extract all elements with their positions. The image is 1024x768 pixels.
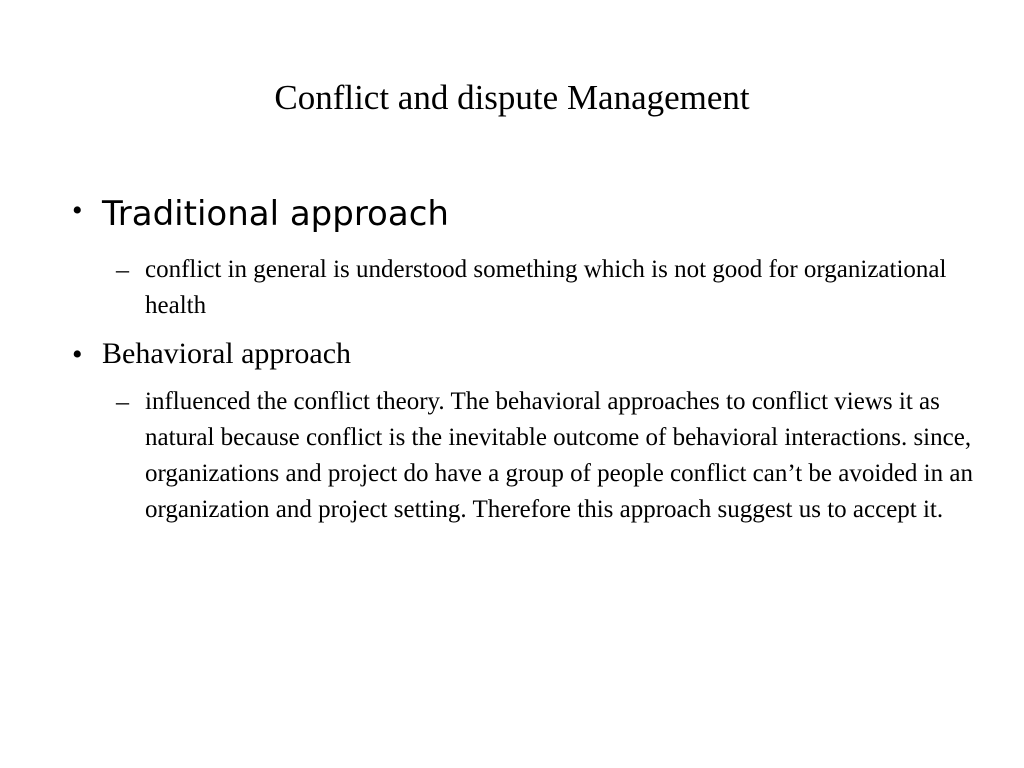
bullet-icon: • — [72, 194, 83, 227]
sub-text-traditional: conflict in general is understood something which is not good for organizational health — [145, 256, 947, 319]
dash-icon: – — [116, 387, 129, 416]
bullet-heading-traditional: Traditional approach — [102, 194, 449, 234]
bullet-icon: • — [72, 338, 83, 371]
slide-title: Conflict and dispute Management — [274, 78, 750, 117]
sub-text-behavioral: influenced the conflict theory. The behavioral approaches to conflict views it as natural because conflict is the inevitable outcome of behavioral interactions. since, organizations and project do have a group of people conflict can’t be avoided in an organization and project setting. Therefore this approach suggest us to accept it. — [145, 388, 973, 523]
bullet-heading-behavioral: Behavioral approach — [102, 337, 352, 370]
dash-icon: – — [116, 255, 129, 284]
